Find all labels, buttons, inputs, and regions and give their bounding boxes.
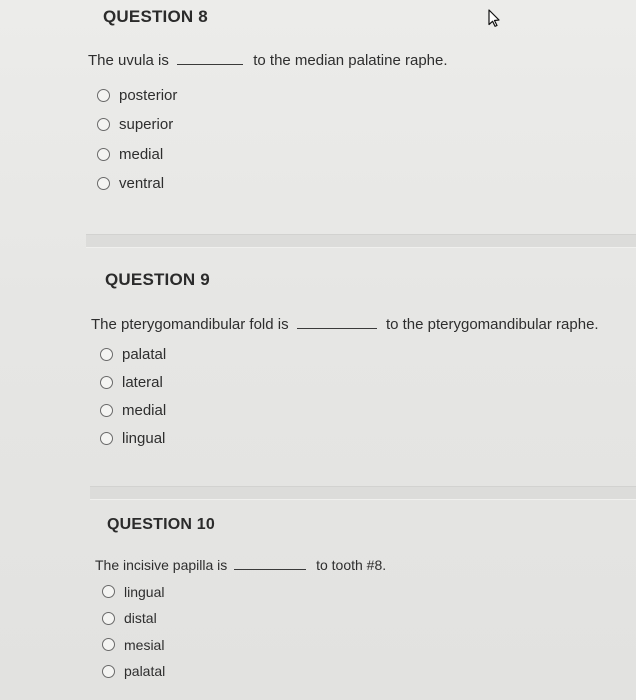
radio-unselected-icon[interactable] xyxy=(100,348,113,361)
option-label: ventral xyxy=(119,175,165,192)
question-stem-start: The uvula is xyxy=(88,52,169,69)
question-stem-end: to the pterygomandibular raphe. xyxy=(385,316,599,333)
option-label: lateral xyxy=(122,373,163,391)
option-ventral[interactable] xyxy=(97,169,177,198)
option-label: medial xyxy=(119,145,164,163)
option-label: superior xyxy=(119,116,174,133)
option-palatal[interactable] xyxy=(100,340,166,368)
option-label: lingual xyxy=(124,583,165,600)
radio-unselected-icon[interactable] xyxy=(100,432,113,445)
answer-blank xyxy=(177,52,243,65)
question-stem-end: to the median palatine raphe. xyxy=(253,52,448,69)
question-heading: QUESTION 10 xyxy=(107,516,216,533)
question-stem xyxy=(95,557,386,573)
option-label: posterior xyxy=(119,86,178,104)
answer-blank xyxy=(234,557,306,570)
radio-unselected-icon[interactable] xyxy=(97,118,110,131)
radio-unselected-icon[interactable] xyxy=(97,177,110,190)
question-stem-start: The pterygomandibular fold is xyxy=(91,316,289,333)
radio-unselected-icon[interactable] xyxy=(102,638,115,651)
question-stem xyxy=(91,316,599,333)
question-heading: QUESTION 9 xyxy=(105,270,210,289)
option-label: mesial xyxy=(124,636,165,653)
option-medial[interactable] xyxy=(97,139,177,169)
option-list xyxy=(97,80,177,198)
option-lingual[interactable] xyxy=(100,424,166,452)
option-list xyxy=(100,340,166,452)
radio-unselected-icon[interactable] xyxy=(100,404,113,417)
option-mesial[interactable] xyxy=(102,631,165,658)
option-distal[interactable] xyxy=(102,605,165,631)
option-list xyxy=(102,578,165,684)
option-posterior[interactable] xyxy=(97,80,177,110)
question-divider xyxy=(86,234,636,248)
radio-unselected-icon[interactable] xyxy=(97,89,110,102)
option-medial[interactable] xyxy=(100,396,166,424)
radio-unselected-icon[interactable] xyxy=(102,585,115,598)
answer-blank xyxy=(297,316,377,329)
mouse-pointer-icon xyxy=(487,9,501,27)
option-lingual[interactable] xyxy=(102,578,165,605)
radio-unselected-icon[interactable] xyxy=(102,665,115,678)
option-label: palatal xyxy=(122,345,167,363)
radio-unselected-icon[interactable] xyxy=(97,148,110,161)
option-label: medial xyxy=(122,401,167,419)
question-heading: QUESTION 8 xyxy=(103,7,208,26)
question-divider xyxy=(90,486,636,500)
question-stem xyxy=(88,52,448,69)
question-stem-start: The incisive papilla is xyxy=(95,557,228,573)
radio-unselected-icon[interactable] xyxy=(100,376,113,389)
question-stem-end: to tooth #8. xyxy=(316,557,387,573)
radio-unselected-icon[interactable] xyxy=(102,612,115,625)
option-label: distal xyxy=(124,610,157,626)
option-palatal[interactable] xyxy=(102,658,165,684)
option-lateral[interactable] xyxy=(100,368,166,396)
option-label: palatal xyxy=(124,663,166,679)
option-superior[interactable] xyxy=(97,110,177,139)
option-label: lingual xyxy=(122,429,166,447)
